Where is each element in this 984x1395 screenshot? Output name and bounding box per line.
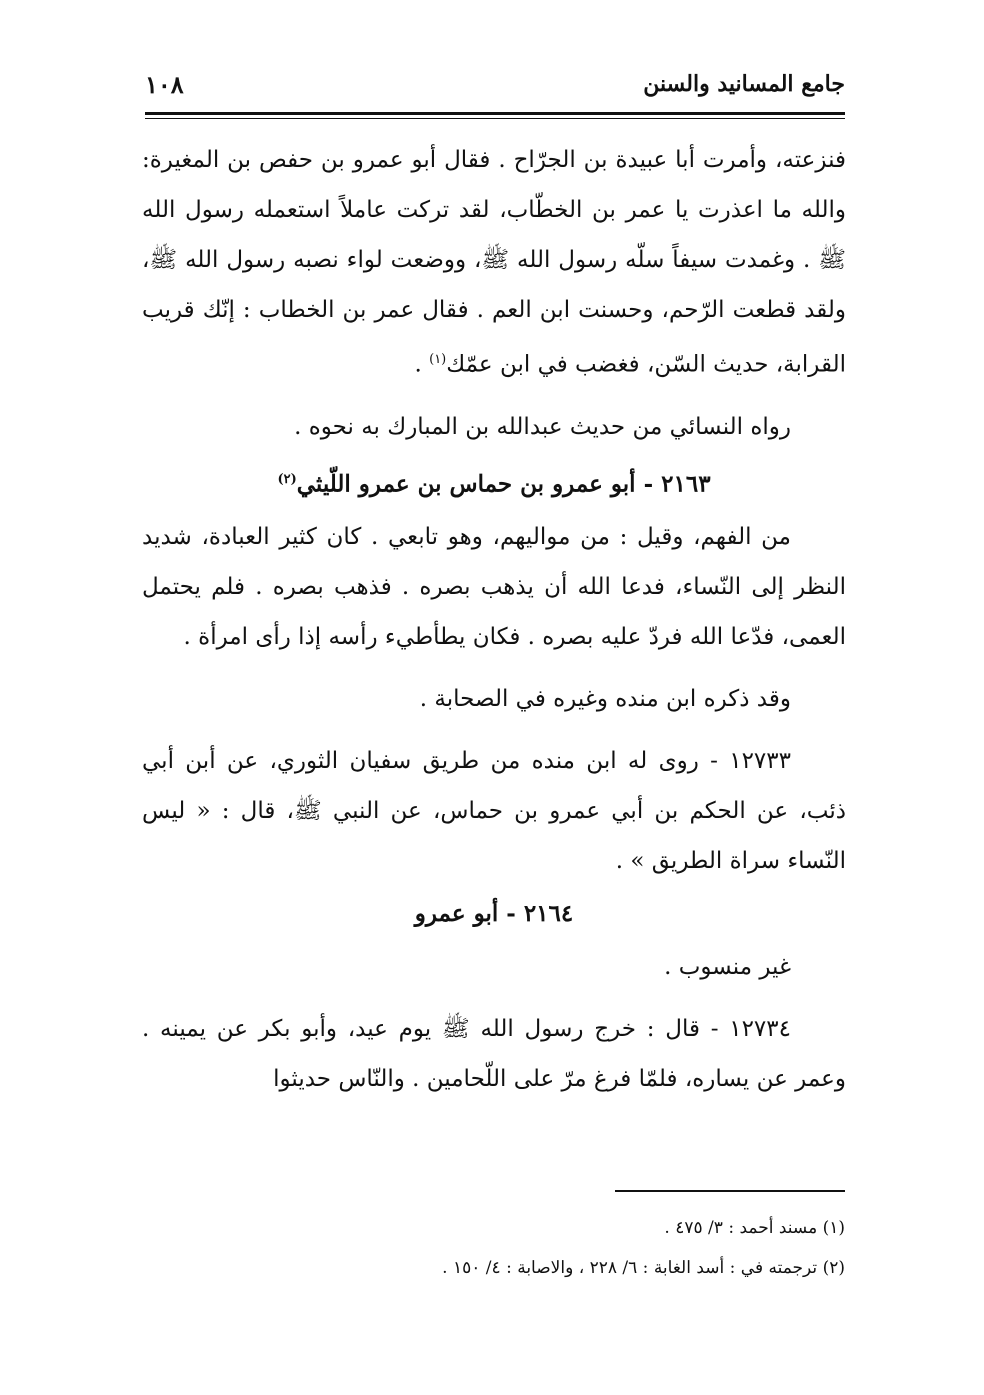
footnote-marker: (٢) — [277, 471, 297, 487]
main-text — [142, 135, 846, 1104]
header-rule-thin — [145, 118, 845, 119]
paragraph: فنزعته، وأمرت أبا عبيدة بن الجرّاح . فقال أبو عمرو بن حفص بن المغيرة: والله ما اعذرت يا عمر بن الخطّاب، لقد تركت عاملاً استعمله رسول الله ﷺ . وغمدت سيفاً سلّه رسول الله ﷺ، ووضعت لواء نصبه رسول الله ﷺ، ولقد قطعت الرّحم، وحسنت ابن العم . فقال عمر بن الخطاب : إنّك قريب القرابة، حديث السّن، فغضب في ابن عمّك$^{(١)}$ . — [142, 147, 846, 378]
footnote-rule — [615, 1190, 845, 1192]
running-title: جامع المسانيد والسنن — [643, 71, 845, 97]
footnote: (٢) ترجمته في : أسد الغابة : ٦/ ٢٢٨ ، والاصابة : ٤/ ١٥٠ . — [442, 1258, 845, 1278]
paragraph: رواه النسائي من حديث عبدالله بن المبارك به نحوه . — [294, 413, 791, 440]
section-heading: ٢١٦٤ - أبو عمرو — [414, 900, 574, 928]
section-heading: ٢١٦٣ - أبو عمرو بن حماس بن عمرو اللّيثي$^{(٢)}$ — [277, 470, 711, 498]
footnote-marker: (١) — [429, 352, 447, 367]
header-rule — [145, 112, 845, 115]
running-header — [145, 58, 845, 110]
paragraph: من الفهم، وقيل : من مواليهم، وهو تابعي . كان كثير العبادة، شديد النظر إلى النّساء، فدعا الله أن يذهب بصره . فذهب بصره . فلم يحتمل العمى، فدّعا الله فردّ عليه بصره . فكان يطأطيء رأسه إذا رأى امرأة . — [142, 524, 846, 651]
footnotes — [145, 1208, 845, 1288]
paragraph: ١٢٧٣٤ - قال : خرج رسول الله ﷺ يوم عيد، وأبو بكر عن يمينه . وعمر عن يساره، فلمّا فرغ مرّ على اللّحامين . والنّاس حديثوا — [142, 1016, 846, 1093]
footnote: (١) مسند أحمد : ٣/ ٤٧٥ . — [664, 1218, 845, 1238]
paragraph: غير منسوب . — [664, 954, 791, 981]
paragraph: ١٢٧٣٣ - روى له ابن منده من طريق سفيان الثوري، عن أبن أبي ذئب، عن الحكم بن أبي عمرو بن حماس، عن النبي ﷺ، قال : « ليس النّساء سراة الطريق » . — [142, 748, 846, 875]
paragraph: وقد ذكره ابن منده وغيره في الصحابة . — [419, 686, 791, 713]
page-number: ١٠٨ — [145, 69, 184, 99]
